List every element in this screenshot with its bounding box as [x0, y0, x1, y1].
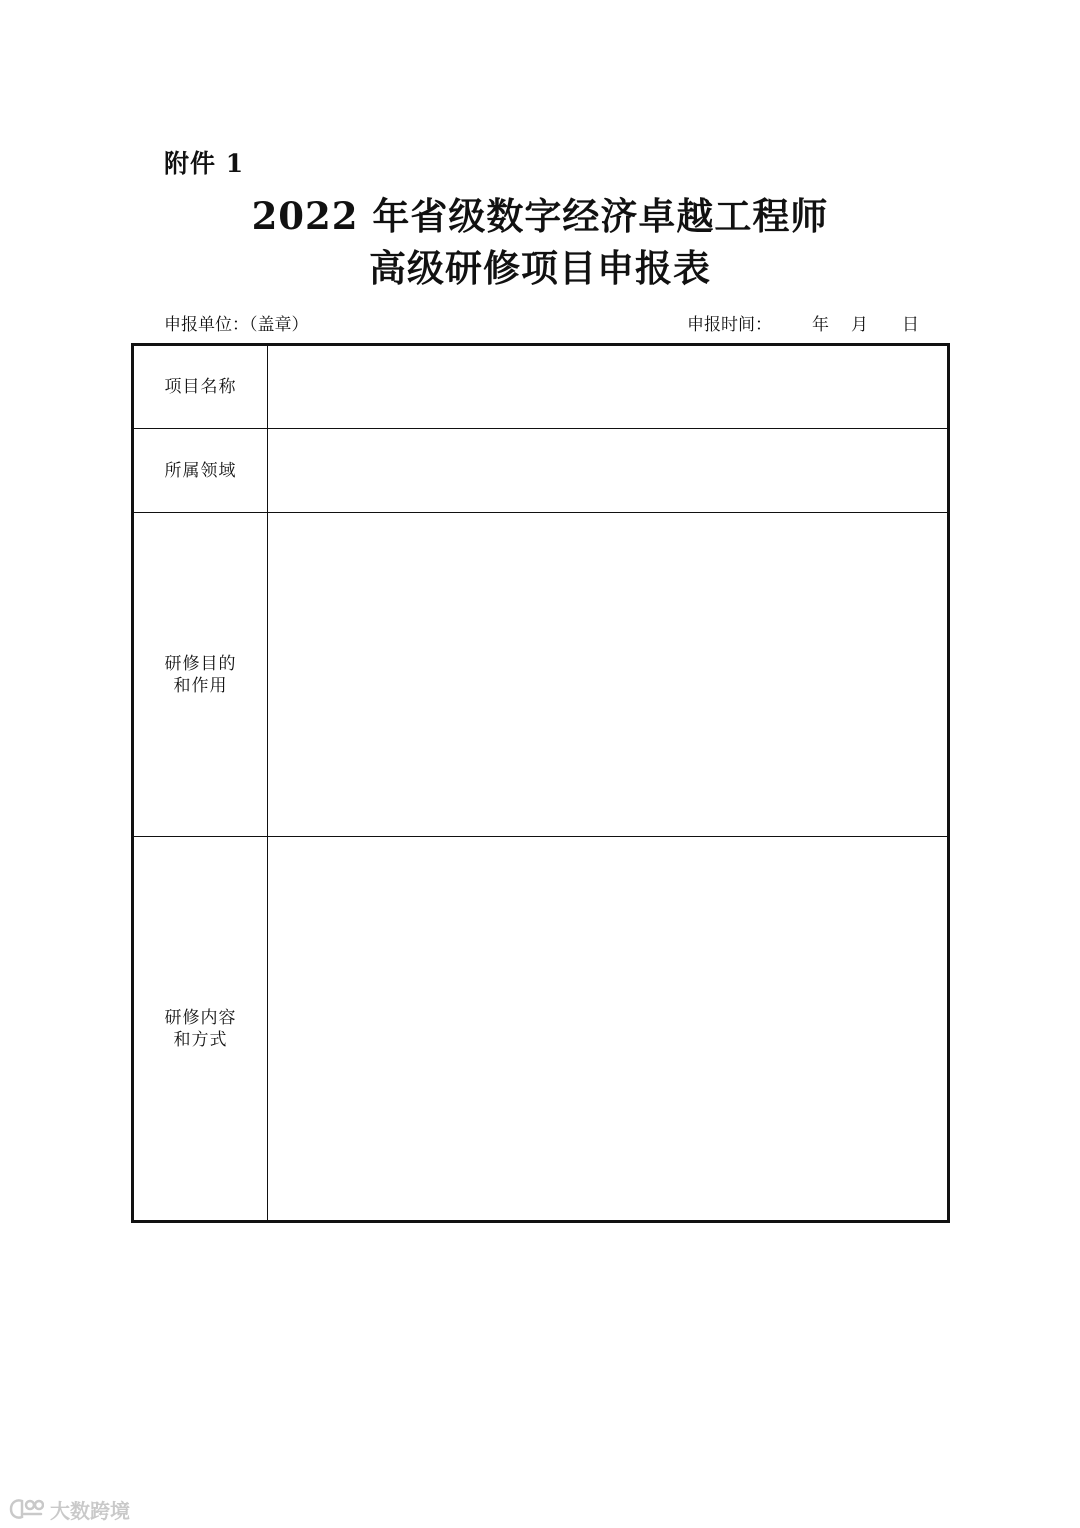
document-title — [0, 190, 1080, 294]
application-meta-row — [164, 312, 919, 338]
title-line-1: 2022 年省级数字经济卓越工程师 — [251, 194, 829, 238]
application-date — [687, 312, 919, 338]
year-label: 年 — [812, 315, 829, 335]
applicant-unit-label: 申报单位：（盖章） — [164, 315, 309, 335]
form-row-purpose — [133, 513, 949, 837]
domain-field[interactable] — [268, 429, 949, 513]
project-name-label-cell — [133, 345, 268, 429]
date-label: 申报时间： — [687, 315, 772, 335]
content-field[interactable] — [268, 837, 949, 1222]
purpose-field[interactable] — [268, 513, 949, 837]
day-label: 日 — [902, 315, 919, 335]
month-label: 月 — [851, 315, 868, 335]
form-row-domain — [133, 429, 949, 513]
project-name-label: 项目名称 — [164, 377, 237, 397]
watermark — [8, 1493, 130, 1525]
domain-label-cell — [133, 429, 268, 513]
application-form-table — [131, 343, 950, 1223]
camera-logo-icon — [8, 1496, 44, 1522]
watermark-text: 大数跨境 — [50, 1498, 130, 1523]
form-row-content — [133, 837, 949, 1222]
title-line-2: 高级研修项目申报表 — [369, 246, 711, 290]
attachment-label: 附件 1 — [164, 149, 245, 178]
form-row-project-name — [133, 345, 949, 429]
content-label-cell — [133, 837, 268, 1222]
purpose-label: 研修目的 和作用 — [164, 653, 237, 696]
project-name-field[interactable] — [268, 345, 949, 429]
domain-label: 所属领域 — [164, 460, 237, 481]
purpose-label-cell — [133, 513, 268, 837]
content-label: 研修内容 和方式 — [164, 1007, 237, 1050]
